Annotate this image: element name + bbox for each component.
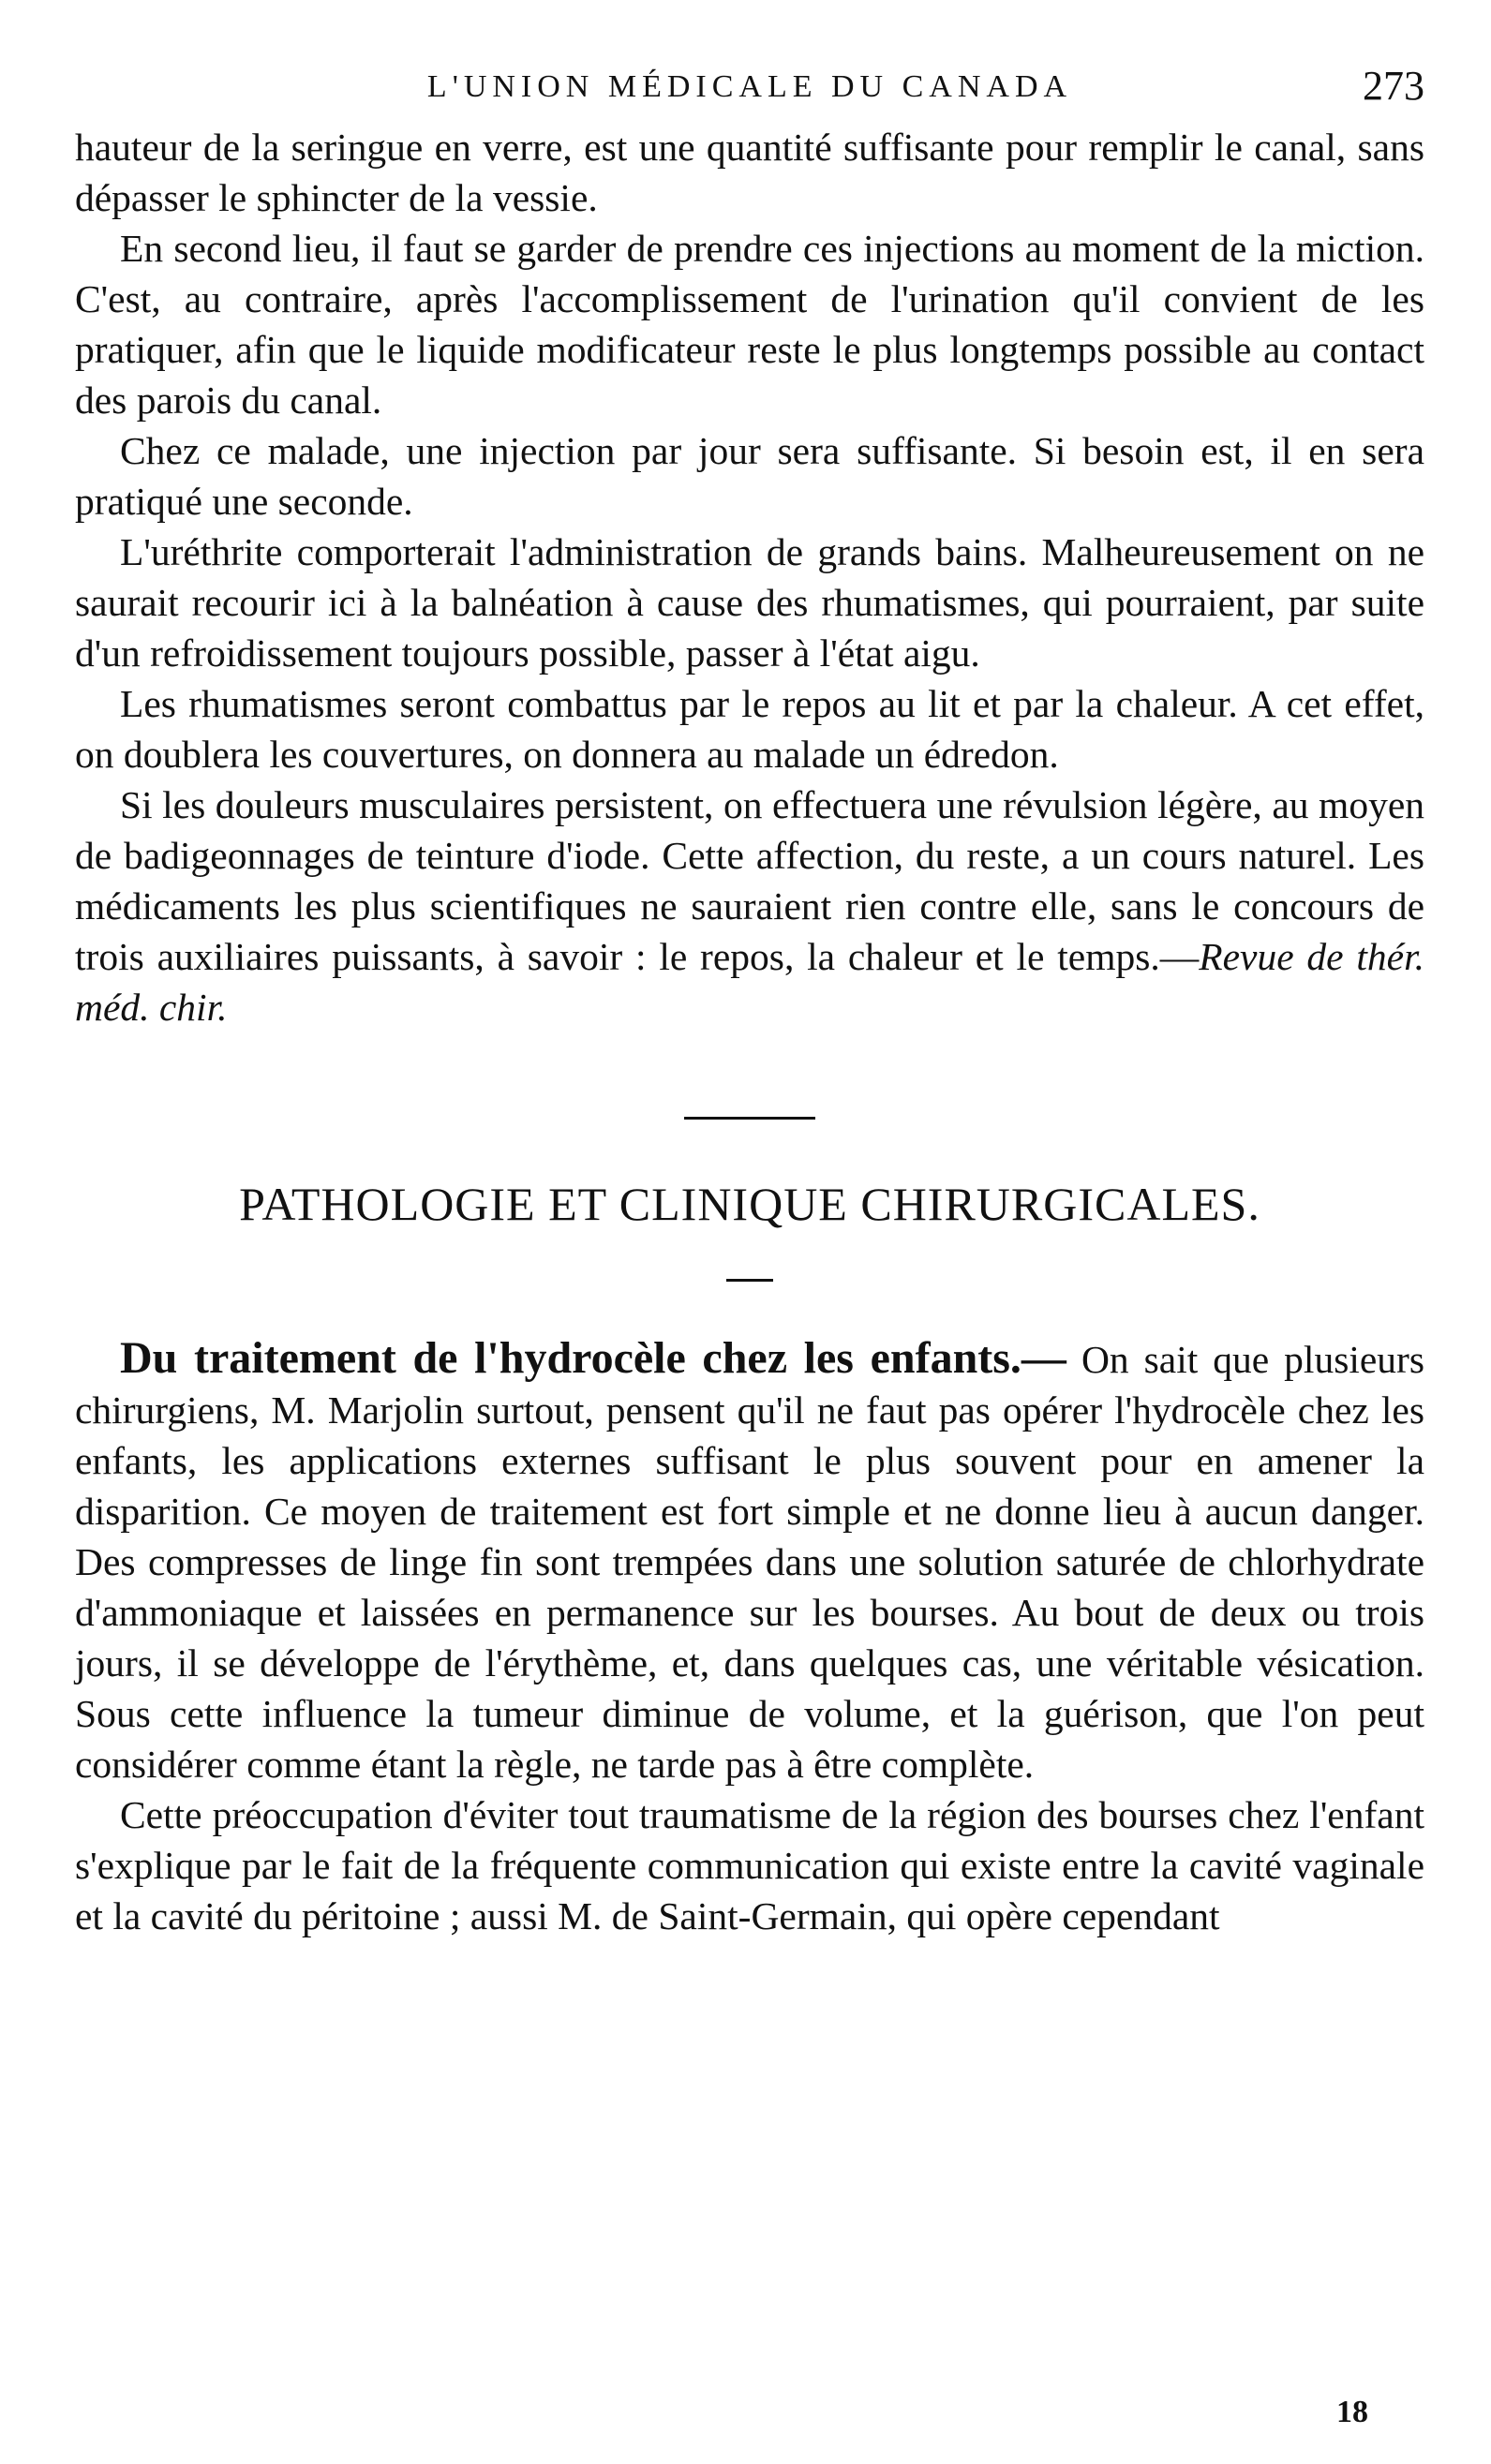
article-text: On sait que plusieurs chirurgiens, M. Marjolin surtout, pensent qu'il ne faut pas opérer l'hydrocèle chez les enfants, les applications externes suffisant le plus souvent pour en amener la disparition. Ce moyen de traitement est fort simple et ne donne lieu à aucun danger. Des compresses de linge fin sont trempées dans une solution saturée de chlorhydrate d'ammoniaque et laissées en permanence sur les bourses. Au bout de deux ou trois jours, il se développe de l'érythème, et, dans quelques cas, une véritable vésication. Sous cette influence la tumeur diminue de volume, et la guérison, que l'on peut considérer comme étant la règle, ne tarde pas à être complète. (75, 1338, 1425, 1786)
journal-title: L'UNION MÉDICALE DU CANADA (426, 69, 1073, 104)
paragraph: En second lieu, il faut se garder de prendre ces injections au moment de la miction. C'est, au contraire, après l'accomplissement de l'urination qu'il convient de les pratiquer, afin que le liquide modificateur reste le plus longtemps possible au contact des parois du canal. (75, 227, 1424, 422)
running-head (75, 56, 1424, 122)
article-paragraph: Cette préoccupation d'éviter tout traumatisme de la région des bourses chez l'enfant s'explique par le fait de la fréquente communication qui existe entre la cavité vaginale et la cavité du péritoine ; aussi M. de Saint-Germain, qui opère cependant (75, 1793, 1424, 1937)
signature-mark: 18 (1336, 2395, 1368, 2429)
article-paragraph (75, 1333, 1424, 1789)
paragraph-with-source (75, 779, 1424, 1032)
paragraph-text: Si les douleurs musculaires persistent, on effectuera une révulsion légère, au moyen de badigeonnages de teinture d'iode. Cette affection, du reste, a un cours naturel. Les médicaments les plus scientifiques ne sauraient rien contre elle, sans le concours de trois auxiliaires puissants, à savoir : le repos, la chaleur et le temps.— (75, 783, 1424, 978)
heading-divider (726, 1279, 773, 1282)
paragraph: Les rhumatismes seront combattus par le repos au lit et par la chaleur. A cet effet, on doublera les couvertures, on donnera au malade un édredon. (75, 682, 1424, 776)
paragraph-continued: hauteur de la seringue en verre, est une quantité suffisante pour remplir le canal, sans dépasser le sphincter de la vessie. (75, 126, 1424, 219)
paragraph: L'uréthrite comporterait l'administration de grands bains. Malheureusement on ne saurait recourir ici à la balnéation à cause des rhumatismes, qui pourraient, par suite d'un refroidissement toujours possible, passer à l'état aigu. (75, 530, 1424, 675)
section-heading: PATHOLOGIE ET CLINIQUE CHIRURGICALES. (239, 1178, 1260, 1230)
document-page (75, 56, 1424, 2436)
article-title: Du traitement de l'hydrocèle chez les enfants.— (120, 1333, 1066, 1383)
paragraph: Chez ce malade, une injection par jour sera suffisante. Si besoin est, il en sera pratiqué une seconde. (75, 429, 1424, 523)
page-number: 273 (1363, 63, 1424, 109)
source-citation: Revue de thér. méd. chir. (75, 935, 1425, 1029)
section-divider (684, 1117, 815, 1120)
